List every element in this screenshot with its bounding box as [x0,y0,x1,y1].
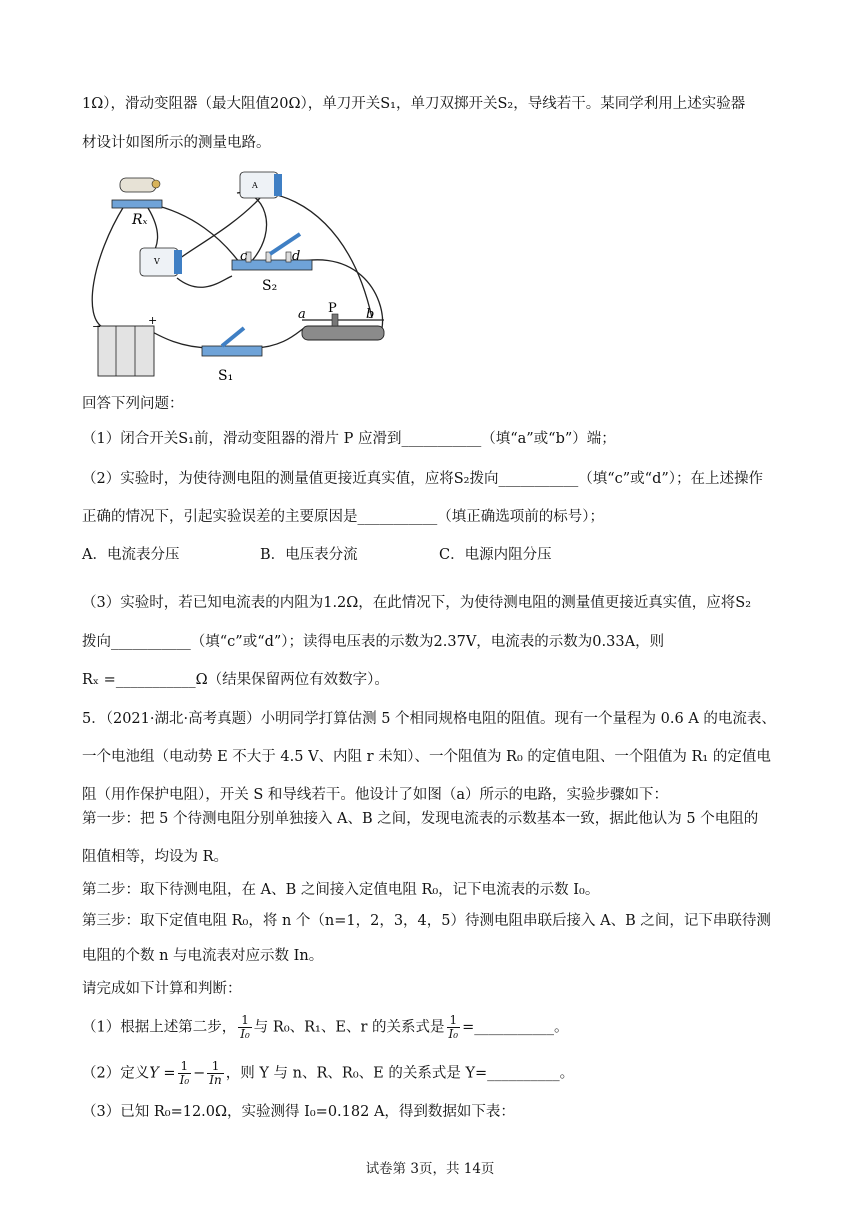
ammeter-label: A [252,181,258,190]
s2-label: S₂ [262,278,278,294]
text-line: 回答下列问题： [82,396,184,412]
rx-label: Rₓ [132,212,148,228]
text-line: 电阻的个数 n 与电流表对应示数 In。 [82,948,324,964]
text-line: 一个电池组（电动势 E 不大于 4.5 V、内阻 r 未知）、一个阻值为 R₀ 的定值电阻、一个阻值为 R₁ 的定值电 [82,749,771,765]
option-c: C．电源内阻分压 [439,547,552,563]
q1-suffix: =___________。 [462,1019,569,1036]
question-5-heading: 5．（2021·湖北·高考真题）小明同学打算估测 5 个相同规格电阻的阻值。现有一个量程为 0.6 A 的电流表、 [82,711,776,727]
text-line: 1Ω），滑动变阻器（最大阻值20Ω），单刀开关S₁，单刀双掷开关S₂，导线若干。某同学利用上述实验器 [82,96,746,112]
battery-plus: + [148,314,158,327]
text-line: 请完成如下计算和判断： [82,981,242,997]
text-line: （3）实验时，若已知电流表的内阻为1.2Ω，在此情况下，为使待测电阻的测量值更接近真实值，应将S₂ [82,595,752,611]
text-line: 第二步：取下待测电阻，在 A、B 之间接入定值电阻 R₀，记下电流表的示数 I₀。 [82,882,600,898]
fraction-1-over-i0: $\frac{1}{\text{I₀}}$ [240,1013,250,1041]
voltmeter-label: V [154,257,160,266]
text-line: 拨向___________（填“c”或“d”）；读得电压表的示数为2.37V，电流表的示数为0.33A，则 [82,634,665,650]
text-line: 材设计如图所示的测量电路。 [82,135,271,151]
circuit-diagram [82,168,412,393]
page-footer: 试卷第 3页，共 14页 [365,1161,495,1177]
text-line: 正确的情况下，引起实验误差的主要原因是___________（填正确选项前的标号）； [82,509,604,525]
option-a: A．电流表分压 [82,547,180,563]
c-label: c [240,249,248,264]
battery-minus: − [92,320,102,333]
q1-middle: 与 R₀、R₁、E、r 的关系式是 [253,1019,445,1036]
text-line: （3）已知 R₀=12.0Ω，实验测得 I₀=0.182 A，得到数据如下表： [82,1104,515,1120]
fraction-1-over-in: $\frac{1}{In}$ [209,1059,222,1087]
d-label: d [292,249,301,264]
option-b: B．电压表分流 [260,547,358,563]
text-line: 阻（用作保护电阻），开关 S 和导线若干。他设计了如图（a）所示的电路，实验步骤如下： [82,787,669,803]
text-line: 阻值相等，均设为 R。 [82,849,229,865]
text-line: （2）实验时，为使待测电阻的测量值更接近真实值，应将S₂拨向___________（填“c”或“d”）；在上述操作 [82,471,764,487]
q1-prefix: （1）根据上述第二步， [82,1019,237,1036]
text-line: Rₓ =___________Ω（结果保留两位有效数字）。 [82,672,389,688]
text-line: 第一步：把 5 个待测电阻分别单独接入 A、B 之间，发现电流表的示数基本一致，据此他认为 5 个电阻的 [82,811,759,827]
q2-prefix: （2）定义 [82,1065,150,1082]
fraction-1-over-i0: $\frac{1}{\text{I₀}}$ [179,1059,190,1087]
p-label: P [328,301,337,316]
b-label: b [366,307,375,322]
s1-label: S₁ [218,368,234,384]
y-equals: Y = [149,1065,176,1082]
minus-sign: − [193,1065,206,1082]
fraction-1-over-i0: $\frac{1}{\text{I₀}}$ [448,1013,459,1041]
text-line-fraction [82,1060,574,1087]
text-line: （1）闭合开关S₁前，滑动变阻器的滑片 P 应滑到___________（填“a”或“b”）端； [82,431,616,447]
a-label: a [298,307,306,322]
text-line-fraction [82,1014,568,1041]
text-line: 第三步：取下定值电阻 R₀，将 n 个（n=1，2，3，4，5）待测电阻串联后接入 A、B 之间，记下串联待测 [82,913,771,929]
q2-suffix: ，则 Y 与 n、R、R₀、E 的关系式是 Y=__________。 [225,1065,575,1082]
